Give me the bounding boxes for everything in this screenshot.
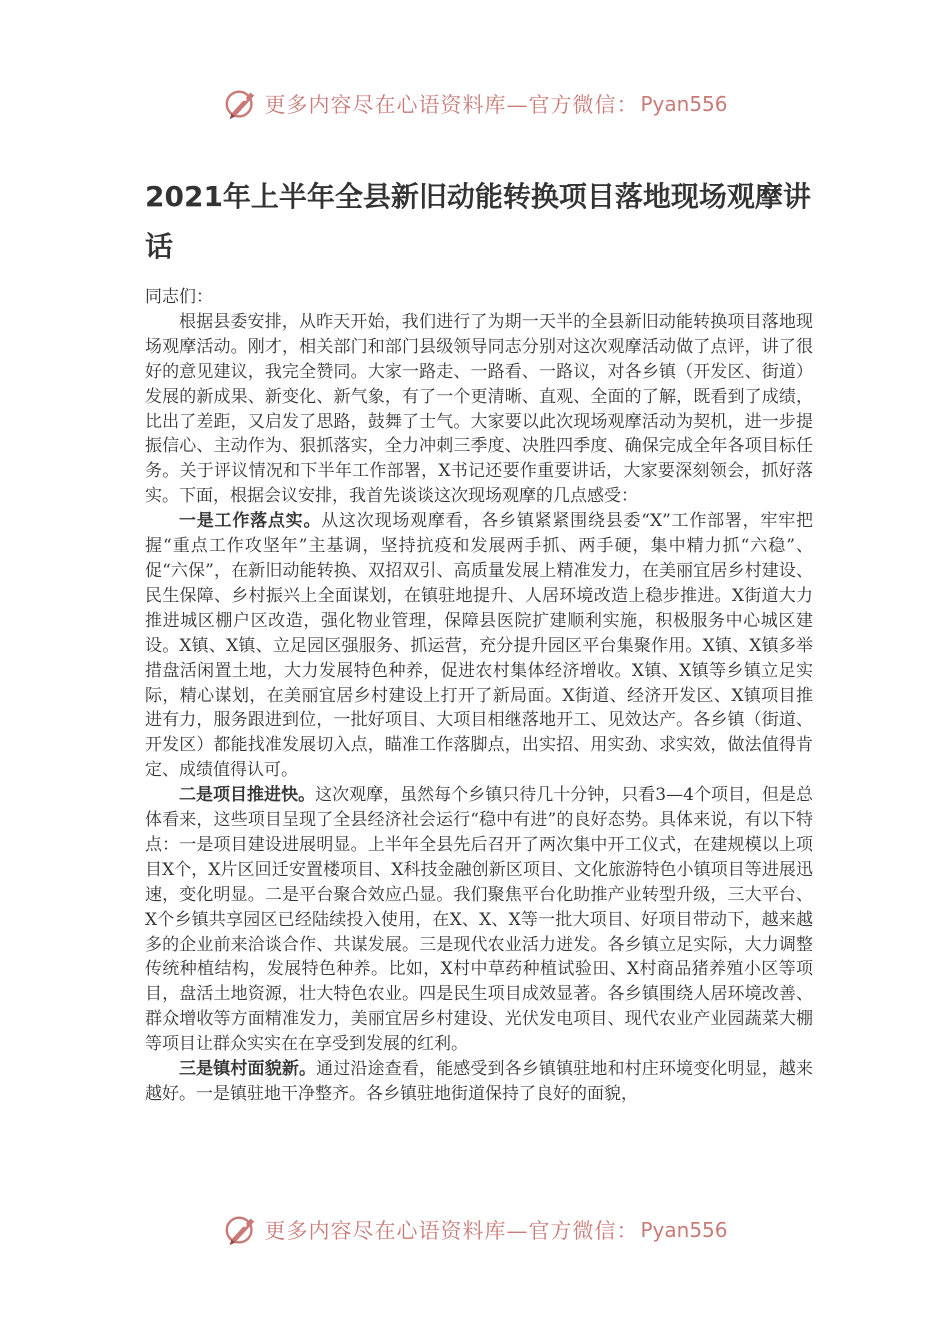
section-paragraph xyxy=(145,783,813,1057)
watermark-brand-text: 更多内容尽在心语资料库—官方微信： xyxy=(264,93,639,117)
section-paragraph xyxy=(145,509,813,783)
section-text: 这次观摩，虽然每个乡镇只待几十分钟，只看3—4个项目，但是总体看来，这些项目呈现了全县经济社会运行“稳中有进”的良好态势。具体来说，有以下特点：一是项目建设进展明显。上半年全县先后召开了两次集中开工仪式，在建规模以上项目X个，X片区回迁安置楼项目、X科技金融创新区项目、文化旅游特色小镇项目等进展迅速，变化明显。二是平台聚合效应凸显。我们聚焦平台化助推产业转型升级，三大平台、X个乡镇共享园区已经陆续投入使用，在X、X、X等一批大项目、好项目带动下，越来越多的企业前来洽谈合作、共谋发展。三是现代农业活力迸发。各乡镇立足实际，大力调整传统种植结构，发展特色种养。比如，X村中草药种植试验田、X村商品猪养殖小区等项目，盘活土地资源，壮大特色农业。四是民生项目成效显著。各乡镇围绕人居环境改善、群众增收等方面精准发力，美丽宜居乡村建设、光伏发电项目、现代农业产业园蔬菜大棚等项目让群众实实在在享受到发展的红利。 xyxy=(145,785,814,1055)
pen-logo-icon xyxy=(222,85,260,123)
salutation: 同志们： xyxy=(145,287,213,307)
section-heading: 三是镇村面貌新。 xyxy=(179,1059,317,1080)
section-text: 通过沿途查看，能感受到各乡镇镇驻地和村庄环境变化明显，越来越好。一是镇驻地干净整齐。各乡镇驻地街道保持了良好的面貌， xyxy=(145,1059,814,1104)
section-text: 从这次现场观摩看，各乡镇紧紧围绕县委“X”工作部署，牢牢把握“重点工作攻坚年”主基调，坚持抗疫和发展两手抓、两手硬，集中精力抓“六稳”、促“六保”，在新旧动能转换、双招双引、高质量发展上精准发力，在美丽宜居乡村建设、民生保障、乡村振兴上全面谋划，在镇驻地提升、人居环境改造上稳步推进。X街道大力推进城区棚户区改造，强化物业管理，保障县医院扩建顺利实施，积极服务中心城区建设。X镇、X镇、立足园区强服务、抓运营，充分提升园区平台集聚作用。X镇、X镇多举措盘活闲置土地，大力发展特色种养，促进农村集体经济增收。X镇、X镇等乡镇立足实际，精心谋划，在美丽宜居乡村建设上打开了新局面。X街道、经济开发区、X镇项目推进有力，服务跟进到位，一批好项目、大项目相继落地开工、见效达产。各乡镇（街道、开发区）都能找准发展切入点，瞄准工作落脚点，出实招、用实劲、求实效，做法值得肯定、成绩值得认可。 xyxy=(145,511,814,781)
pen-logo-icon xyxy=(222,1211,260,1249)
watermark-banner-bottom xyxy=(0,1210,950,1250)
section-heading: 二是项目推进快。 xyxy=(179,785,316,806)
watermark-wechat-handle: Pyan556 xyxy=(640,92,728,116)
watermark-brand-text: 更多内容尽在心语资料库—官方微信： xyxy=(264,1219,639,1243)
document-body xyxy=(145,285,813,1107)
intro-paragraph: 根据县委安排，从昨天开始，我们进行了为期一天半的全县新旧动能转换项目落地现场观摩活动。刚才，相关部门和部门县级领导同志分别对这次观摩活动做了点评，讲了很好的意见建议，我完全赞同。大家一路走、一路看、一路议，对各乡镇（开发区、街道）发展的新成果、新变化、新气象，有了一个更清晰、直观、全面的了解，既看到了成绩，比出了差距，又启发了思路，鼓舞了士气。大家要以此次现场观摩活动为契机，进一步提振信心、主动作为、狠抓落实，全力冲刺三季度、决胜四季度、确保完成全年各项目标任务。关于评议情况和下半年工作部署，X书记还要作重要讲话，大家要深刻领会，抓好落实。下面，根据会议安排，我首先谈谈这次现场观摩的几点感受： xyxy=(145,311,813,507)
section-heading: 一是工作落点实。 xyxy=(179,511,322,532)
section-paragraph xyxy=(145,1057,813,1107)
watermark-banner-top xyxy=(0,84,950,124)
watermark-wechat-handle: Pyan556 xyxy=(640,1218,728,1242)
document-title: 2021年上半年全县新旧动能转换项目落地现场观摩讲话 xyxy=(145,180,811,263)
